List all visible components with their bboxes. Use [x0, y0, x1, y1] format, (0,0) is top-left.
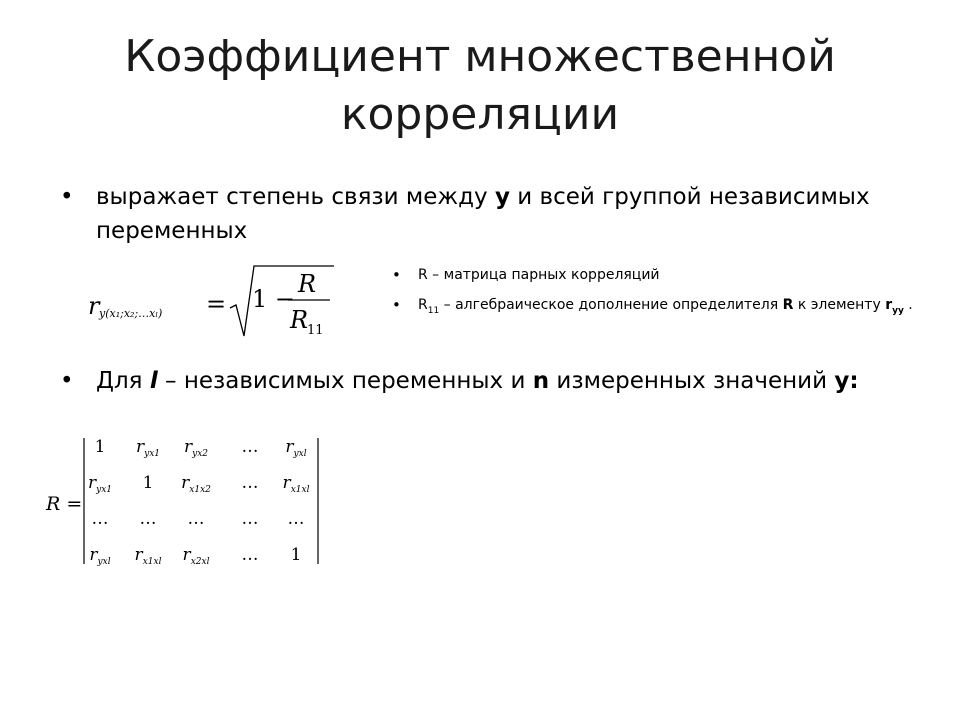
matrix-cell: …: [91, 509, 109, 529]
bullet-definition: [60, 180, 896, 248]
slide-title: Коэффициент множественной корреляции: [124, 31, 836, 140]
matrix-cell: …: [241, 545, 259, 565]
matrix-cell: 1: [94, 437, 106, 457]
note-text: – алгебраическое дополнение определителя: [439, 297, 783, 313]
matrix-cell: $r_{yx1}$: [87, 473, 113, 495]
matrix-cell: $r_{yx1}$: [135, 437, 161, 459]
matrix-cell: $r_{x1x2}$: [181, 473, 211, 495]
formula-equals: =: [206, 290, 227, 318]
matrix-cell: $r_{x1xl}$: [134, 545, 162, 567]
bold-y: y:: [834, 368, 859, 394]
italic-l: l: [149, 368, 158, 394]
formula-numerator: R: [298, 270, 317, 298]
matrix-cell: $r_{yxl}$: [285, 437, 307, 459]
matrix-label: R =: [46, 493, 83, 515]
note-text: R – матрица парных корреляций: [418, 267, 660, 283]
matrix-cell: …: [187, 509, 205, 529]
bullet-dot: •: [60, 368, 74, 394]
note-bold-r: r: [885, 297, 893, 313]
matrix-cell: 1: [290, 545, 302, 565]
matrix-cells: [88, 437, 310, 567]
formula-denominator-subscript: 11: [307, 323, 324, 338]
matrix-cell: $r_{x2xl}$: [182, 545, 210, 567]
matrix-cell: …: [241, 437, 259, 457]
bullet-dot: •: [60, 184, 74, 210]
matrix-cell: …: [241, 473, 259, 493]
bullet-text: измеренных значений: [549, 368, 835, 394]
bold-n: n: [532, 368, 550, 394]
bullet-text: выражает степень связи между: [96, 184, 495, 210]
matrix-cell: 1: [142, 473, 154, 493]
matrix-cell: …: [287, 509, 305, 529]
bullet-case-l: [60, 364, 896, 398]
formula-subscript: y(x₁;x₂;…xₗ): [99, 307, 163, 320]
matrix-cell: …: [139, 509, 157, 529]
note-text: .: [903, 297, 913, 313]
note-subscript: 11: [427, 306, 440, 316]
bullet-dot: •: [392, 266, 401, 284]
bullet-text: и всей группой независимых переменных: [96, 184, 870, 244]
note-r-matrix: [392, 262, 918, 289]
note-subscript: yy: [892, 306, 904, 316]
formula-one-minus: 1 −: [252, 285, 296, 313]
note-r: R: [418, 297, 428, 313]
matrix-cell: $r_{yx2}$: [183, 437, 209, 459]
correlation-matrix: [40, 436, 340, 572]
formula-denominator: R: [290, 306, 309, 334]
matrix-cell: $r_{yxl}$: [89, 545, 111, 567]
note-text: к элементу: [793, 297, 886, 313]
formula-r: r: [88, 292, 100, 320]
matrix-cell: …: [241, 509, 259, 529]
bullet-dot: •: [392, 296, 401, 314]
bold-y: y: [494, 184, 510, 210]
multiple-correlation-formula: [84, 262, 344, 342]
note-r11: [392, 292, 918, 325]
note-bold-r: R: [782, 297, 794, 313]
bullet-text: – независимых переменных и: [157, 368, 533, 394]
matrix-cell: $r_{x1xl}$: [282, 473, 310, 495]
bullet-text: Для: [96, 368, 150, 394]
